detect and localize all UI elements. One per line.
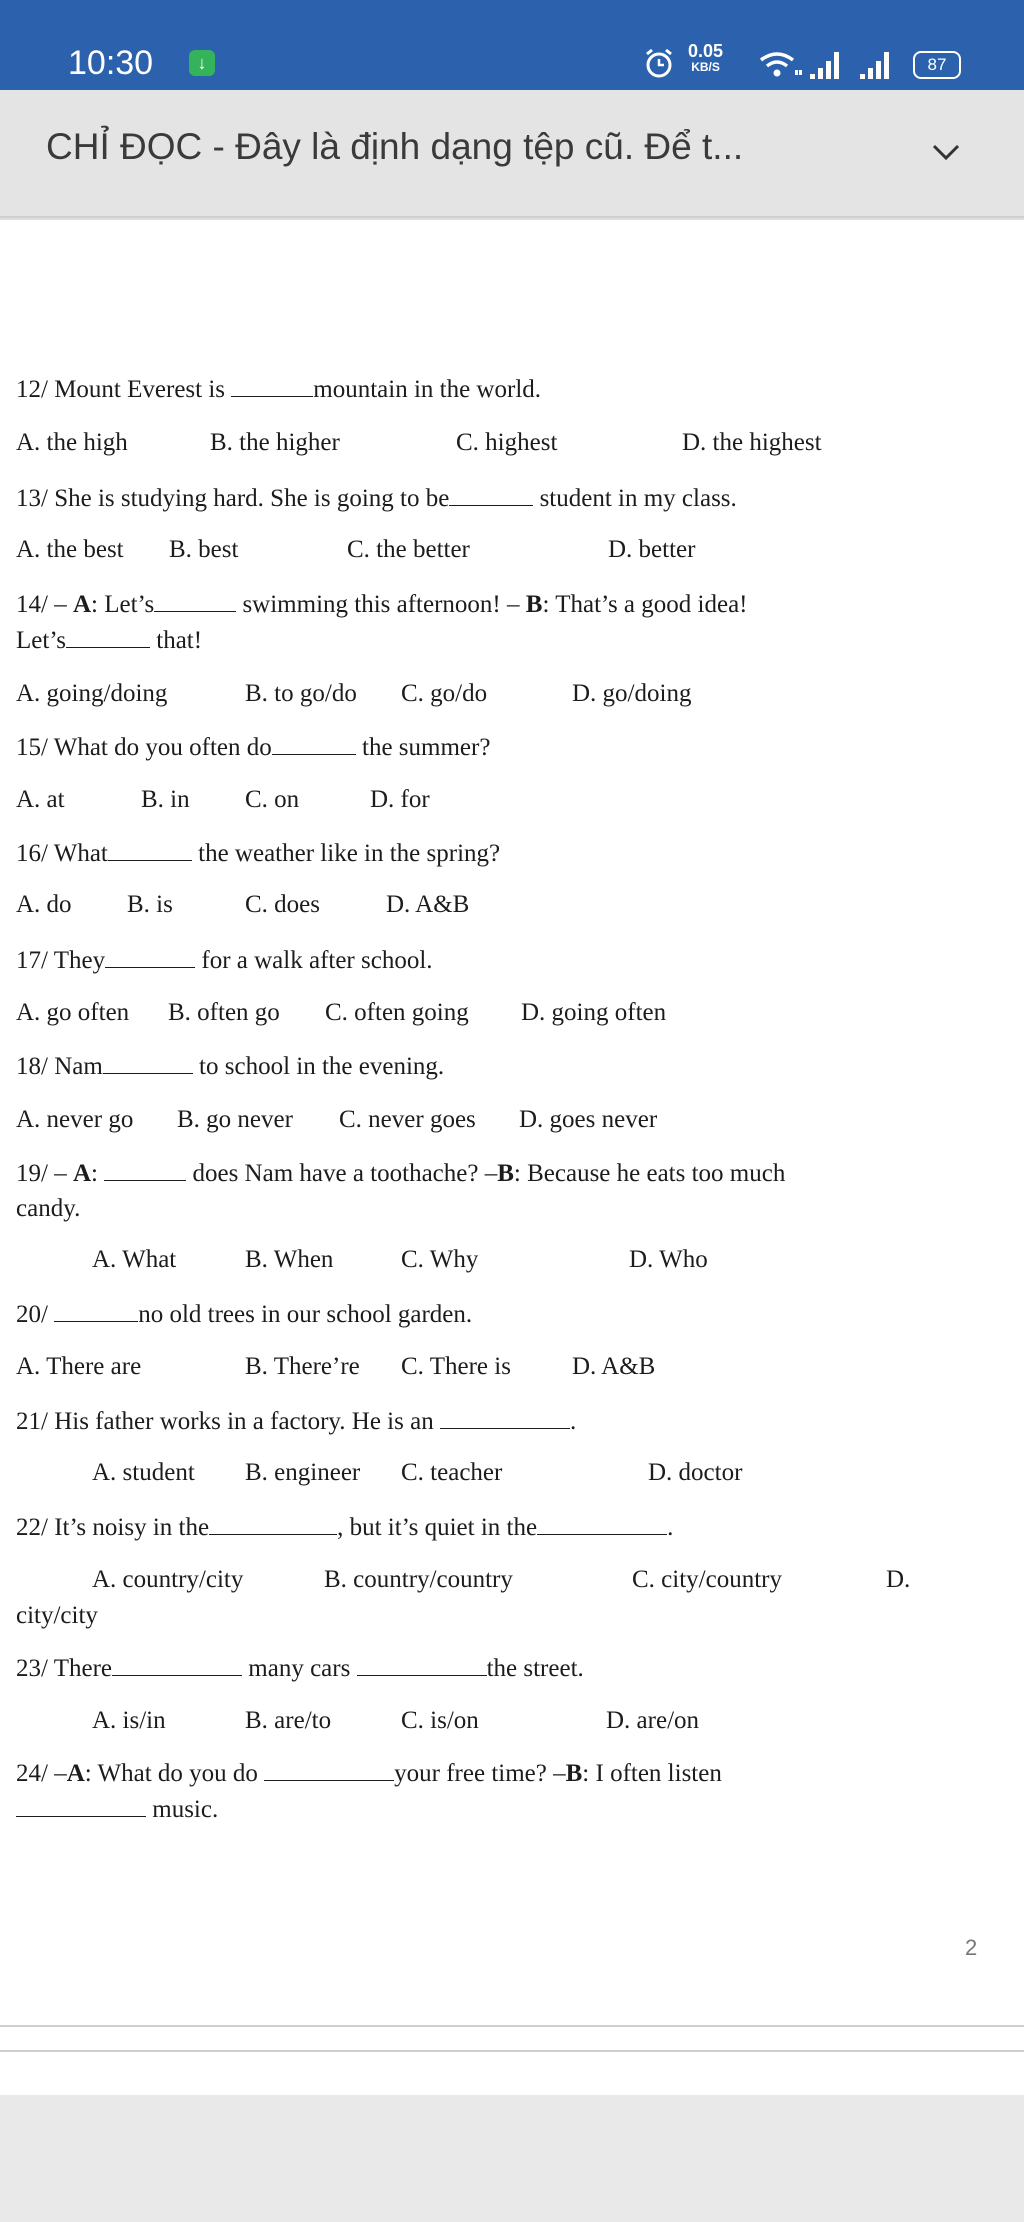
question-text: the summer? (362, 734, 491, 761)
page-divider (0, 2050, 1024, 2052)
page-number: 2 (965, 1935, 978, 1960)
question-21 (16, 1406, 576, 1437)
battery-icon (913, 51, 961, 79)
status-time: 10:30 (68, 44, 154, 82)
option: C. highest (456, 429, 558, 456)
option: A. There are (16, 1353, 142, 1380)
question-12 (16, 374, 541, 405)
question-15 (16, 732, 490, 763)
answer-blank (209, 1512, 337, 1535)
question-text: that! (156, 627, 203, 654)
option: A. never go (16, 1106, 134, 1133)
option: B. is (127, 891, 173, 918)
speaker-label: B (525, 591, 543, 618)
answer-blank (537, 1512, 667, 1535)
option: C. go/do (401, 680, 488, 707)
answer-blank (108, 838, 192, 861)
question-text: . (569, 1408, 577, 1435)
option: C. Why (401, 1246, 479, 1273)
answer-blank (104, 1158, 186, 1181)
option: A. go often (16, 999, 130, 1026)
question-text: 21/ His father works in a factory. He is an (16, 1408, 434, 1435)
option: B. are/to (245, 1707, 332, 1734)
option: C. city/country (632, 1566, 782, 1593)
question-23 (16, 1653, 584, 1684)
question-text: : That’s a good idea! (542, 591, 748, 618)
question-text: to school in the evening. (199, 1053, 445, 1080)
alarm-clock-icon (643, 48, 675, 80)
option: D. go/doing (572, 680, 692, 707)
network-speed-value: 0.05 (688, 41, 724, 61)
question-text: your free time? – (394, 1760, 566, 1787)
option: city/city (16, 1602, 98, 1629)
option: A. is/in (92, 1707, 166, 1734)
answer-blank (103, 1051, 193, 1074)
wifi-icon (757, 50, 803, 80)
question-text: 13/ She is studying hard. She is going to be (16, 485, 450, 512)
signal-icon-2 (858, 48, 898, 80)
answer-blank (54, 1299, 138, 1322)
question-19 (16, 1158, 785, 1189)
answer-blank (440, 1406, 570, 1429)
option: C. teacher (401, 1459, 503, 1486)
question-text: music. (152, 1796, 219, 1823)
question-text: student in my class. (539, 485, 737, 512)
signal-icon (808, 48, 848, 80)
option: D. going often (521, 999, 667, 1026)
network-speed-unit: KB/S (691, 60, 720, 74)
question-text: : Let’s (91, 591, 155, 618)
option: D. Who (629, 1246, 708, 1273)
download-icon: ↓ (189, 50, 215, 76)
question-text: mountain in the world. (313, 376, 542, 403)
question-text: 22/ It’s noisy in the (16, 1514, 210, 1541)
option: C. is/on (401, 1707, 479, 1734)
question-20 (16, 1299, 472, 1330)
option: A. What (92, 1246, 177, 1273)
question-text: 16/ What (16, 840, 108, 867)
question-text: the weather like in the spring? (198, 840, 501, 867)
question-18 (16, 1051, 444, 1082)
option: B. engineer (245, 1459, 361, 1486)
option: B. in (141, 786, 190, 813)
question-text: candy. (16, 1195, 81, 1222)
question-text: 20/ (16, 1301, 48, 1328)
question-text: 12/ Mount Everest is (16, 376, 226, 403)
question-16 (16, 838, 500, 869)
divider (0, 218, 1024, 220)
option: B. to go/do (245, 680, 357, 707)
question-22 (16, 1512, 673, 1543)
question-17 (16, 945, 433, 976)
speaker-label: B (565, 1760, 583, 1787)
option: D. goes never (519, 1106, 658, 1133)
option: C. does (245, 891, 320, 918)
question-text: the street. (486, 1655, 584, 1682)
option: B. When (245, 1246, 334, 1273)
option: A. the best (16, 536, 124, 563)
question-text: no old trees in our school garden. (138, 1301, 473, 1328)
answer-blank (16, 1794, 146, 1817)
question-text: 19/ – (16, 1160, 73, 1187)
option: B. best (169, 536, 239, 563)
status-bar (0, 0, 1024, 90)
read-only-banner[interactable] (0, 90, 1024, 219)
chevron-down-icon[interactable] (930, 136, 962, 168)
answer-blank (231, 374, 313, 397)
option: D. the highest (682, 429, 822, 456)
question-text: many cars (248, 1655, 351, 1682)
question-text: does Nam have a toothache? – (192, 1160, 498, 1187)
option: A. the high (16, 429, 128, 456)
speaker-label: A (72, 591, 92, 618)
question-text: 24/ – (16, 1760, 67, 1787)
option: B. go never (177, 1106, 293, 1133)
answer-blank (105, 945, 195, 968)
question-text: for a walk after school. (201, 947, 433, 974)
next-page-area (0, 2095, 1024, 2222)
page-divider (0, 2025, 1024, 2027)
question-text: : (91, 1160, 98, 1187)
option: D. better (608, 536, 696, 563)
option: B. country/country (324, 1566, 513, 1593)
answer-blank (272, 732, 356, 755)
question-24 (16, 1758, 722, 1789)
option: C. There is (401, 1353, 511, 1380)
answer-blank (357, 1653, 487, 1676)
question-14-line-2 (16, 625, 202, 656)
option: B. There’re (245, 1353, 360, 1380)
speaker-label: A (66, 1760, 85, 1787)
option: D. A&B (386, 891, 470, 918)
option: D. are/on (606, 1707, 700, 1734)
option: A. student (92, 1459, 195, 1486)
option: D. (886, 1566, 911, 1593)
speaker-label: B (497, 1160, 514, 1187)
question-text: 18/ Nam (16, 1053, 103, 1080)
question-text: 17/ They (16, 947, 106, 974)
speaker-label: A (72, 1160, 92, 1187)
answer-blank (154, 589, 236, 612)
option: A. at (16, 786, 65, 813)
question-14 (16, 589, 748, 620)
network-speed (688, 42, 723, 74)
question-text: Let’s (16, 627, 66, 654)
question-19-line-2 (16, 1194, 80, 1224)
question-text: 14/ – (16, 591, 73, 618)
option: A. do (16, 891, 72, 918)
option: D. doctor (648, 1459, 743, 1486)
question-text: , but it’s quiet in the (337, 1514, 538, 1541)
option: C. never goes (339, 1106, 476, 1133)
option: A. going/doing (16, 680, 168, 707)
question-text: swimming this afternoon! – (242, 591, 526, 618)
option: B. often go (168, 999, 280, 1026)
question-text: 15/ What do you often do (16, 734, 272, 761)
options-22-line-2 (16, 1601, 98, 1631)
answer-blank (264, 1758, 394, 1781)
option: A. country/city (92, 1566, 244, 1593)
option: C. often going (325, 999, 469, 1026)
answer-blank (449, 483, 533, 506)
answer-blank (112, 1653, 242, 1676)
question-24-line-2 (16, 1794, 218, 1825)
option: C. on (245, 786, 300, 813)
option: D. for (370, 786, 430, 813)
option: D. A&B (572, 1353, 656, 1380)
question-13 (16, 483, 737, 514)
battery-level: 87 (927, 55, 947, 74)
question-text: . (667, 1514, 674, 1541)
option: C. the better (347, 536, 470, 563)
question-text: : What do you do (84, 1760, 258, 1787)
question-text: : I often listen (582, 1760, 722, 1787)
option: B. the higher (210, 429, 340, 456)
question-text: 23/ There (16, 1655, 113, 1682)
answer-blank (66, 625, 150, 648)
banner-text: CHỈ ĐỌC - Đây là định dạng tệp cũ. Để t... (46, 126, 744, 167)
question-text: : Because he eats too much (513, 1160, 786, 1187)
